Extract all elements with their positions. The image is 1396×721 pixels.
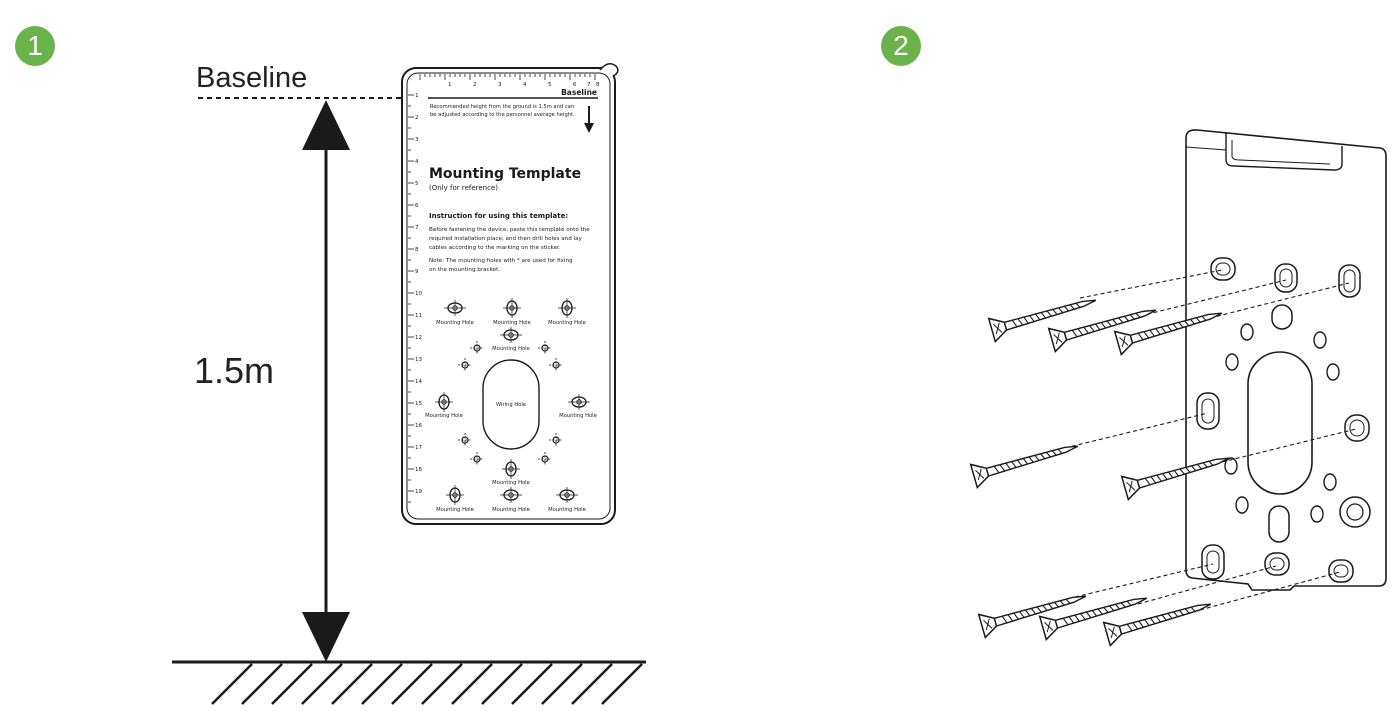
instruction-line-1: Before fastening the device, paste this template onto the <box>429 227 590 233</box>
mounting-hole-label: Mounting Hole <box>559 413 597 419</box>
svg-text:1: 1 <box>448 82 452 88</box>
svg-text:7: 7 <box>587 82 591 88</box>
mounting-hole-label: Mounting Hole <box>436 320 474 326</box>
mounting-hole-label: Mounting Hole <box>492 507 530 513</box>
svg-text:18: 18 <box>415 467 422 473</box>
screw <box>971 435 1081 488</box>
svg-text:4: 4 <box>415 159 419 165</box>
svg-text:17: 17 <box>415 445 422 451</box>
svg-text:8: 8 <box>415 247 419 253</box>
mounting-template <box>402 64 618 524</box>
svg-text:3: 3 <box>498 82 502 88</box>
svg-text:11: 11 <box>415 313 422 319</box>
svg-text:8: 8 <box>596 82 600 88</box>
note-line-1: Note: The mounting holes with * are used for fixing <box>429 258 573 264</box>
mounting-hole-label: Mounting Hole <box>425 413 463 419</box>
svg-text:4: 4 <box>523 82 527 88</box>
instruction-line-2: required installation place, and then drill holes and lay <box>429 236 582 242</box>
step-2-badge: 2 <box>881 26 921 66</box>
template-title: Mounting Template <box>429 166 582 182</box>
svg-text:6: 6 <box>415 203 419 209</box>
note-line-2: on the mounting bracket. <box>429 267 501 273</box>
baseline-label: Baseline <box>196 62 308 94</box>
height-arrow-bottom <box>302 612 350 662</box>
svg-text:13: 13 <box>415 357 422 363</box>
svg-text:1: 1 <box>415 93 419 99</box>
recommend-text-2: be adjusted according to the personnel average height. <box>430 112 575 118</box>
height-arrow-top <box>302 100 350 150</box>
template-subtitle: (Only for reference) <box>429 184 498 192</box>
instruction-line-3: cables according to the marking on the sticker. <box>429 245 561 251</box>
screw <box>1104 593 1214 646</box>
mounting-hole-label: Mounting Hole <box>492 346 530 352</box>
svg-text:2: 2 <box>473 82 477 88</box>
svg-text:16: 16 <box>415 423 422 429</box>
svg-text:12: 12 <box>415 335 422 341</box>
mounting-bracket <box>1186 130 1386 590</box>
screw <box>1040 587 1150 640</box>
template-baseline-label: Baseline <box>561 88 597 97</box>
svg-text:10: 10 <box>415 291 422 297</box>
mounting-hole-label: Mounting Hole <box>548 320 586 326</box>
svg-text:15: 15 <box>415 401 422 407</box>
svg-text:6: 6 <box>573 82 577 88</box>
svg-text:9: 9 <box>415 269 419 275</box>
instruction-heading: Instruction for using this template: <box>429 212 569 220</box>
svg-text:5: 5 <box>548 82 552 88</box>
mounting-hole-label: Mounting Hole <box>548 507 586 513</box>
svg-text:2: 2 <box>415 115 419 121</box>
svg-text:3: 3 <box>415 137 419 143</box>
svg-text:7: 7 <box>415 225 419 231</box>
mounting-hole-label: Mounting Hole <box>492 480 530 486</box>
screw <box>979 585 1089 638</box>
mounting-hole-label: Mounting Hole <box>436 507 474 513</box>
svg-text:14: 14 <box>415 379 422 385</box>
wiring-hole-label: Wiring Hole <box>496 402 526 408</box>
recommend-text-1: Recommended height from the ground is 1.5m and can <box>430 104 575 110</box>
height-label: 1.5m <box>194 350 275 391</box>
ground-hatching <box>212 664 642 704</box>
mounting-hole-label: Mounting Hole <box>493 320 531 326</box>
step-1-badge: 1 <box>15 26 55 66</box>
svg-text:5: 5 <box>415 181 419 187</box>
svg-text:19: 19 <box>415 489 422 495</box>
